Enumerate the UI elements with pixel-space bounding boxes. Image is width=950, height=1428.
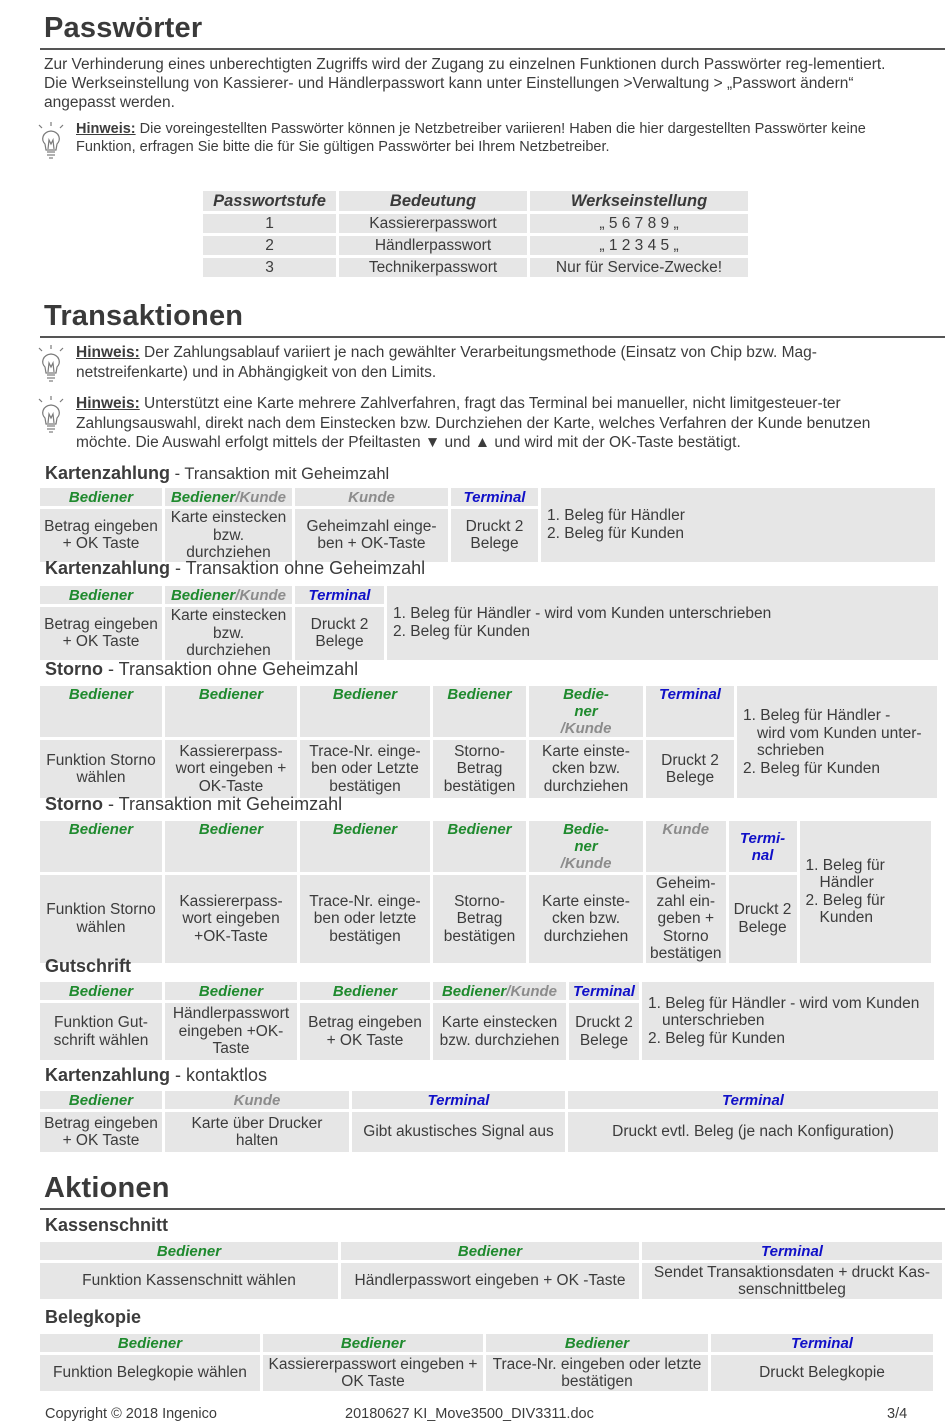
header-bedeutung: Bedeutung [339, 191, 527, 211]
table-row [203, 236, 748, 255]
table-kartenzahlung-mit-pin [37, 485, 938, 565]
table-kontaktlos [37, 1088, 941, 1155]
section-title: Kartenzahlung [45, 463, 171, 483]
heading-rule [40, 48, 945, 50]
header-bediener: Bediener [486, 1334, 708, 1352]
table-cell: Kassiererpass-wort eingeben +OK-Taste [165, 875, 297, 963]
receipts-cell: 1. Beleg für Händler - wird vom Kunden unter-schrieben 2. Beleg für Kunden [737, 686, 937, 798]
table-cell: 3 [203, 258, 336, 277]
receipts-cell: 1. Beleg für Händler - wird vom Kunden unterschrieben 2. Beleg für Kunden [387, 586, 938, 660]
header-bediener-kunde: Bedie-ner/Kunde [529, 686, 643, 737]
table-row [40, 1263, 942, 1299]
receipts-cell: 1. Beleg für Händler 2. Beleg für Kunden [541, 488, 935, 562]
section-kartenzahlung-mit-pin [45, 463, 389, 484]
table-cell: Betrag eingeben + OK Taste [300, 1003, 430, 1060]
receipts-cell: 1. Beleg für Händler 2. Beleg für Kunden [800, 821, 931, 963]
table-cell: Funktion Belegkopie wählen [40, 1355, 260, 1391]
table-cell: Druckt 2 Belege [646, 740, 734, 798]
section-subtitle: - kontaktlos [170, 1065, 268, 1085]
table-cell: Druckt 2 Belege [451, 509, 538, 562]
note-text: Unterstützt eine Karte mehrere Zahlverfahren, fragt das Terminal bei manueller, nicht limitgesteuer-ter Zahlungsauswahl, direkt nach dem Einstecken bzw. Durchziehen der Karte, welches Verfahren der Kunde benutzen möchte. Die Auswahl erfolgt mittels der Pfeiltasten ▼ und ▲ und wird mit der OK-Taste bestätigt. [76, 395, 871, 451]
table-cell: Betrag eingeben + OK Taste [40, 509, 162, 562]
receipts-cell: 1. Beleg für Händler - wird vom Kunden unterschrieben 2. Beleg für Kunden [642, 982, 934, 1060]
table-row [203, 258, 748, 277]
note-label: Hinweis: [76, 395, 140, 412]
table-cell: Druckt 2 Belege [295, 607, 384, 660]
table-cell: „ 1 2 3 4 5 „ [530, 236, 748, 255]
heading-rule [40, 1208, 945, 1210]
table-cell: Technikerpasswort [339, 258, 527, 277]
table-cell: Karte einstecken bzw. durchziehen [433, 1003, 566, 1060]
table-header-row [203, 191, 748, 211]
table-cell: „ 5 6 7 8 9 „ [530, 214, 748, 233]
table-cell: Karte einstecken bzw. durchziehen [165, 509, 292, 562]
header-terminal: Terminal [646, 686, 734, 737]
header-kunde: Kunde [646, 821, 726, 872]
section-subtitle: - Transaktion ohne Geheimzahl [103, 659, 359, 679]
table-cell: Funktion Storno wählen [40, 740, 162, 798]
section-storno-ohne-pin [45, 659, 358, 680]
table-cell: Händlerpasswort [339, 236, 527, 255]
header-bediener-kunde: Bedie-ner/Kunde [529, 821, 643, 872]
header-bediener-kunde: Bediener/Kunde [165, 586, 292, 604]
table-cell: Nur für Service-Zwecke! [530, 258, 748, 277]
header-terminal: Terminal [569, 982, 639, 1000]
table-cell: Funktion Gut-schrift wählen [40, 1003, 162, 1060]
header-bediener-kunde: Bediener/Kunde [165, 488, 292, 506]
table-storno-ohne-pin [37, 683, 940, 801]
table-cell: Druckt Belegkopie [711, 1355, 933, 1391]
table-row [203, 214, 748, 233]
table-cell: Kassiererpasswort eingeben + OK Taste [263, 1355, 483, 1391]
table-cell: Trace-Nr. eingeben oder letzte bestätigen [486, 1355, 708, 1391]
table-row [40, 875, 931, 963]
heading-transactions: Transaktionen [44, 300, 244, 332]
header-terminal: Terminal [568, 1091, 938, 1109]
heading-rule [40, 336, 945, 338]
footer-document-name: 20180627 KI_Move3500_DIV3311.doc [345, 1406, 594, 1422]
password-table [200, 188, 751, 280]
table-cell: Kassiererpasswort [339, 214, 527, 233]
table-cell: Geheimzahl einge-ben + OK-Taste [295, 509, 448, 562]
header-bediener: Bediener [300, 821, 430, 872]
table-cell: Sendet Transaktionsdaten + druckt Kas-senschnittbeleg [642, 1263, 942, 1299]
table-cell: Geheim-zahl ein-geben + Storno bestätigen [646, 875, 726, 963]
table-cell: Händlerpasswort eingeben +OK-Taste [165, 1003, 297, 1060]
section-title: Kartenzahlung [45, 1065, 171, 1085]
table-cell: Händlerpasswort eingeben + OK -Taste [341, 1263, 639, 1299]
section-subtitle: - Transaktion mit Geheimzahl [103, 794, 343, 814]
table-row [40, 1355, 933, 1391]
header-terminal: Termi-nal [729, 821, 797, 872]
header-bediener: Bediener [165, 821, 297, 872]
lightbulb-icon [38, 396, 64, 434]
note-text: Der Zahlungsablauf variiert je nach gewählter Verarbeitungsmethode (Einsatz von Chip bzw. Mag-netstreifenkarte) und in Abhängigkeit von den Limits. [76, 344, 817, 381]
table-gutschrift [37, 979, 937, 1063]
section-kassenschnitt [45, 1215, 168, 1236]
table-cell: Trace-Nr. einge-ben oder letzte bestätigen [300, 875, 430, 963]
header-bediener: Bediener [300, 982, 430, 1000]
note-label: Hinweis: [76, 121, 136, 137]
header-bediener: Bediener [263, 1334, 483, 1352]
note-text: Die voreingestellten Passwörter können je Netzbetreiber variieren! Haben die hier dargestellten Passwörter keine Funktion, erfragen Sie bitte die für Sie gültigen Passwörter bei Ihrem Netzbetreiber. [76, 121, 866, 155]
table-cell: Gibt akustisches Signal aus [352, 1112, 565, 1152]
table-kartenzahlung-ohne-pin [37, 583, 941, 663]
section-belegkopie [45, 1307, 141, 1328]
table-cell: Storno-Betrag bestätigen [433, 875, 526, 963]
footer-copyright: Copyright © 2018 Ingenico [45, 1406, 217, 1422]
lightbulb-icon [38, 122, 64, 160]
table-cell: Funktion Storno wählen [40, 875, 162, 963]
table-cell: Betrag eingeben + OK Taste [40, 1112, 162, 1152]
section-subtitle: - Transaktion ohne Geheimzahl [170, 558, 426, 578]
header-kunde: Kunde [295, 488, 448, 506]
table-cell: 1 [203, 214, 336, 233]
table-storno-mit-pin [37, 818, 934, 966]
header-bediener: Bediener [165, 982, 297, 1000]
lightbulb-icon [38, 345, 64, 383]
section-title: Storno [45, 794, 103, 814]
table-cell: Karte einstecken bzw. durchziehen [165, 607, 292, 660]
header-werkseinstellung: Werkseinstellung [530, 191, 748, 211]
header-bediener: Bediener [40, 686, 162, 737]
header-bediener: Bediener [40, 488, 162, 506]
header-bediener: Bediener [341, 1242, 639, 1260]
header-bediener: Bediener [40, 1091, 162, 1109]
table-row [40, 1112, 938, 1152]
section-kartenzahlung-ohne-pin [45, 558, 425, 579]
table-cell: Funktion Kassenschnitt wählen [40, 1263, 338, 1299]
header-passwortstufe: Passwortstufe [203, 191, 336, 211]
section-title: Kassenschnitt [45, 1215, 169, 1235]
section-gutschrift [45, 956, 131, 977]
table-cell: Trace-Nr. einge-ben oder Letzte bestätigen [300, 740, 430, 798]
header-bediener: Bediener [165, 686, 297, 737]
passwords-intro: Zur Verhinderung eines unberechtigten Zugriffs wird der Zugang zu einzelnen Funktionen durch Passwörter reg-lementiert. Die Werkseinstellung von Kassierer- und Händlerpasswort kann unter Einstellungen >Verwaltung > „Passwort ändern“ angepasst werden. [44, 56, 886, 111]
heading-passwords: Passwörter [44, 12, 203, 44]
table-cell: 2 [203, 236, 336, 255]
header-bediener: Bediener [40, 1334, 260, 1352]
header-terminal: Terminal [295, 586, 384, 604]
table-cell: Kassiererpass-wort eingeben + OK-Taste [165, 740, 297, 798]
header-bediener: Bediener [433, 821, 526, 872]
section-subtitle: - Transaktion mit Geheimzahl [170, 465, 390, 483]
header-bediener: Bediener [40, 586, 162, 604]
footer-page-number: 3/4 [887, 1406, 908, 1422]
header-terminal: Terminal [352, 1091, 565, 1109]
header-terminal: Terminal [451, 488, 538, 506]
section-title: Kartenzahlung [45, 558, 171, 578]
section-kontaktlos [45, 1065, 267, 1086]
table-cell: Betrag eingeben + OK Taste [40, 607, 162, 660]
table-cell: Karte über Drucker halten [165, 1112, 349, 1152]
header-terminal: Terminal [642, 1242, 942, 1260]
header-terminal: Terminal [711, 1334, 933, 1352]
table-belegkopie [37, 1331, 936, 1394]
table-kassenschnitt [37, 1239, 945, 1302]
table-cell: Druckt 2 Belege [569, 1003, 639, 1060]
header-bediener: Bediener [40, 821, 162, 872]
section-title: Belegkopie [45, 1307, 142, 1327]
header-bediener: Bediener [40, 1242, 338, 1260]
section-title: Storno [45, 659, 103, 679]
section-storno-mit-pin [45, 794, 342, 815]
table-cell: Karte einste-cken bzw. durchziehen [529, 875, 643, 963]
table-cell: Druckt 2 Belege [729, 875, 797, 963]
header-bediener-kunde: Bediener/Kunde [433, 982, 566, 1000]
heading-actions: Aktionen [44, 1172, 170, 1204]
header-bediener: Bediener [40, 982, 162, 1000]
header-kunde: Kunde [165, 1091, 349, 1109]
table-cell: Storno-Betrag bestätigen [433, 740, 526, 798]
header-bediener: Bediener [300, 686, 430, 737]
note-label: Hinweis: [76, 344, 140, 361]
table-cell: Karte einste-cken bzw. durchziehen [529, 740, 643, 798]
section-title: Gutschrift [45, 956, 132, 976]
header-bediener: Bediener [433, 686, 526, 737]
table-cell: Druckt evtl. Beleg (je nach Konfiguration) [568, 1112, 938, 1152]
